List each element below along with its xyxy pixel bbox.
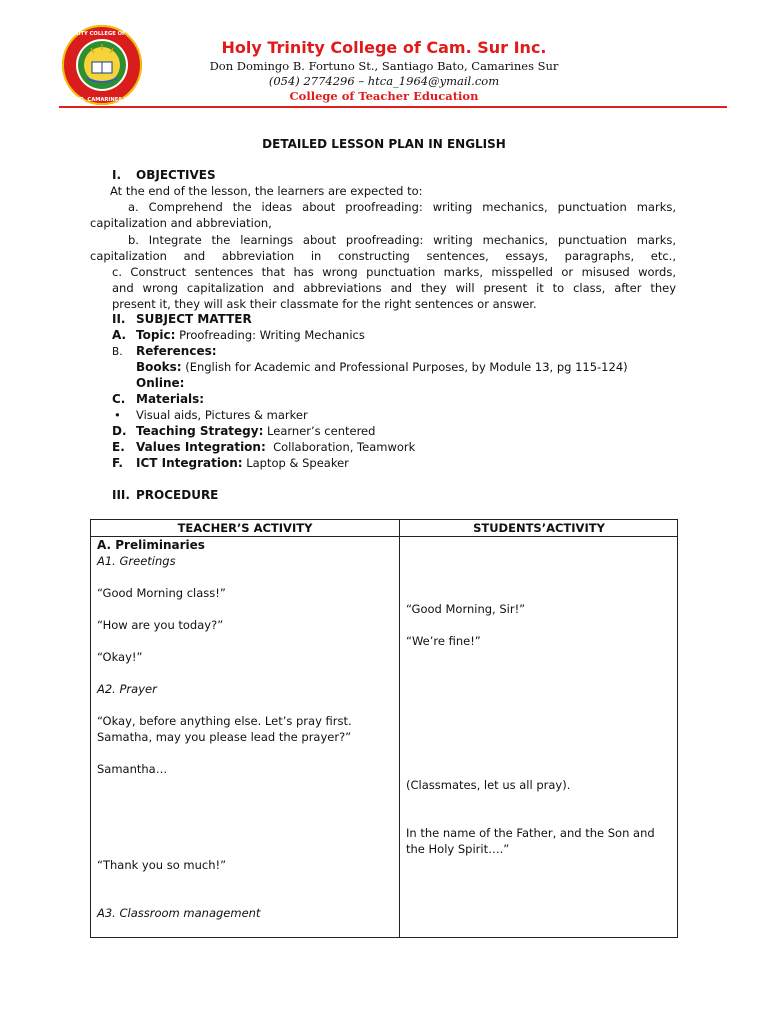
values-value: Collaboration, Teamwork: [265, 440, 416, 454]
seal-text-bottom: BATO, CAMARINES SUR: [68, 97, 136, 103]
references-label: References:: [136, 344, 217, 358]
objective-b-line2: capitalization and abbreviation in constructing sentences, essays, paragraphs, etc.,: [90, 249, 676, 263]
ict-letter: F.: [112, 456, 123, 470]
college-name: Holy Trinity College of Cam. Sur Inc.: [221, 38, 547, 57]
ict-line: [136, 455, 349, 471]
materials-label: Materials:: [136, 392, 205, 406]
prayer-label: A2. Prayer: [97, 682, 157, 696]
teacher-okay: “Okay!”: [97, 650, 143, 664]
college-seal-logo: [47, 24, 157, 106]
students-prayer-line1: In the name of the Father, and the Son and: [406, 826, 655, 840]
objective-c-line1: c. Construct sentences that has wrong punctuation marks, misspelled or misused words,: [112, 265, 676, 279]
objective-c-line3: present it, they will ask their classmate for the right sentences or answer.: [112, 297, 537, 311]
books-line: [136, 359, 628, 375]
values-line: [136, 439, 415, 455]
teacher-samantha: Samantha…: [97, 762, 168, 776]
objectives-heading: OBJECTIVES: [136, 168, 216, 182]
teacher-pray-line1: “Okay, before anything else. Let’s pray first.: [97, 714, 352, 728]
materials-letter: C.: [112, 392, 126, 406]
references-letter: B.: [112, 346, 123, 358]
seal-text-top: HOLY TRINITY COLLEGE OF CAM. SUR: [47, 31, 157, 37]
strategy-letter: D.: [112, 424, 127, 438]
objective-c-line2: and wrong capitalization and abbreviations and they will present it to class, after they: [112, 281, 676, 295]
header-divider: [59, 106, 727, 108]
strategy-label: Teaching Strategy:: [136, 424, 264, 438]
teacher-activity-header: TEACHER’S ACTIVITY: [177, 521, 313, 535]
teacher-good-morning: “Good Morning class!”: [97, 586, 226, 600]
online-label: Online:: [136, 376, 185, 390]
teacher-thank-you: “Thank you so much!”: [97, 858, 227, 872]
strategy-line: [136, 423, 375, 439]
books-value: (English for Academic and Professional Purposes, by Module 13, pg 115-124): [181, 360, 628, 374]
activity-table: [90, 519, 678, 938]
strategy-value: Learner’s centered: [263, 424, 376, 438]
college-contact: (054) 2774296 – htca_1964@ymail.com: [268, 74, 500, 88]
topic-value: Proofreading: Writing Mechanics: [175, 328, 365, 342]
objective-a-line2: capitalization and abbreviation,: [90, 216, 272, 230]
classroom-management-label: A3. Classroom management: [97, 906, 261, 920]
students-activity-header: STUDENTS’ACTIVITY: [473, 521, 605, 535]
table-column-divider: [399, 520, 400, 937]
ict-label: ICT Integration:: [136, 456, 243, 470]
procedure-heading: PROCEDURE: [136, 488, 219, 502]
students-good-morning-sir: “Good Morning, Sir!”: [406, 602, 526, 616]
objectives-numeral: I.: [112, 168, 122, 182]
preliminaries-heading: A. Preliminaries: [97, 538, 205, 552]
materials-item: Visual aids, Pictures & marker: [136, 408, 308, 422]
topic-line: [136, 327, 365, 343]
teacher-pray-line2: Samatha, may you please lead the prayer?”: [97, 730, 352, 744]
values-letter: E.: [112, 440, 125, 454]
ict-value: Laptop & Speaker: [242, 456, 349, 470]
books-label: Books:: [136, 360, 182, 374]
objectives-intro: At the end of the lesson, the learners are expected to:: [110, 184, 423, 198]
department-name: College of Teacher Education: [289, 89, 479, 103]
college-address: Don Domingo B. Fortuno St., Santiago Bato, Camarines Sur: [209, 59, 559, 73]
document-title: DETAILED LESSON PLAN IN ENGLISH: [262, 137, 506, 151]
topic-letter: A.: [112, 328, 127, 342]
students-prayer-line2: the Holy Spirit….”: [406, 842, 510, 856]
students-classmates-pray: (Classmates, let us all pray).: [406, 778, 571, 792]
students-were-fine: “We’re fine!”: [406, 634, 481, 648]
subject-matter-numeral: II.: [112, 312, 126, 326]
objective-b-line1: b. Integrate the learnings about proofreading: writing mechanics, punctuation marks,: [128, 233, 676, 247]
subject-matter-heading: SUBJECT MATTER: [136, 312, 252, 326]
procedure-numeral: III.: [112, 488, 130, 502]
teacher-how-are-you: “How are you today?”: [97, 618, 224, 632]
greetings-label: A1. Greetings: [97, 554, 176, 568]
values-label: Values Integration:: [136, 440, 266, 454]
objective-a-line1: a. Comprehend the ideas about proofreading: writing mechanics, punctuation marks,: [128, 200, 676, 214]
topic-label: Topic:: [136, 328, 176, 342]
materials-bullet: •: [114, 408, 121, 422]
